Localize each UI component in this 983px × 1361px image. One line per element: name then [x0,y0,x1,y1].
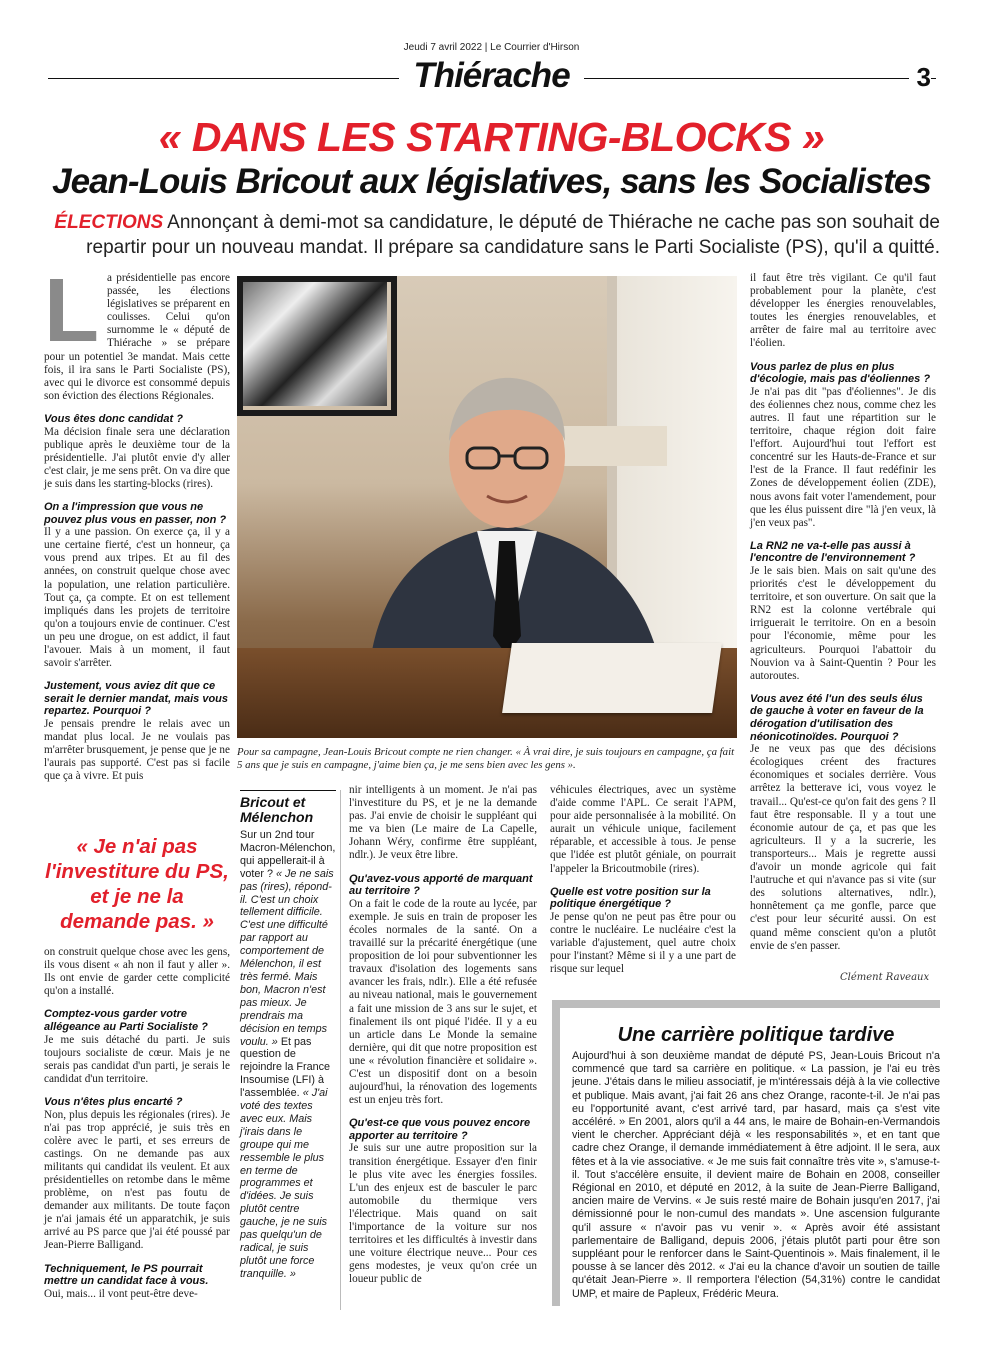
section-title [0,56,983,96]
question: Comptez-vous garder votre allégeance au Parti Socialiste ? [44,1008,208,1033]
column-1-continued [44,946,230,1301]
column-1 [44,261,230,783]
chapo-text: Annonçant à demi-mot sa candidature, le député de Thiérache ne cache pas son souhait de repartir pour un nouveau mandat. Il prépare sa candidature sans le Parti Socialiste (PS), qu'il a quitté. [86,212,940,258]
kicker-title: « DANS LES STARTING-BLOCKS » [158,114,825,160]
answer: Je suis sur une autre proposition sur la transition énergétique. Essayer d'en finir le plus vite avec les énergies fossiles. L'un des enjeux est de basculer le parc automobile du thermique vers l'électrique. Mais quand on sait l'importance de la voiture sur nos territoires et les difficultés à investir dans une voiture électrique neuve... Pour ces gens modestes, je veux qu'on crée un loueur public de [349,1142,537,1286]
section-title-text: Thiérache [399,56,583,95]
answer: Je me suis détaché du parti. Je suis toujours socialiste de cœur. Mais je ne serais pas candidat d'un parti, je serais le candidat d'un territoire. [44,1033,230,1085]
answer: Ma décision finale sera une déclaration publique après le deuxième tour de la présidentielle. J'ai plutôt envie d'y aller c'est clair, je me sens prêt. On va dire que je suis dans les starting-blocks (rires). [44,425,230,490]
box-left-bar [552,1000,560,1306]
question: Vous êtes donc candidat ? [44,412,183,425]
column-5 [750,272,936,953]
portrait-photo [237,276,737,738]
sidebar-text-2: Et pas question de rejoindre la France Insoumise (LFI) à l'assemblée. [240,1035,331,1100]
answer: on construit quelque chose avec les gens, ils vous disent « ah non il faut y aller ». Ils ont envie de garder cette complicité qu'on a installé. [44,946,230,998]
answer: il faut être très vigilant. Ce qu'il faut probablement pour la planète, c'est développer les énergies renouvelables, toutes les énergies renouvelables, et arrêter de faire mal au territoire avec l'éolien. [750,272,936,350]
question: Techniquement, le PS pourrait mettre un candidat face à vous. [44,1262,209,1288]
chapo-tag: ÉLECTIONS [54,212,164,233]
box-text: Aujourd'hui à son deuxième mandat de député PS, Jean-Louis Bricout n'a commencé que tard sa carrière en politique. « La passion, je l'ai eu très jeune. J'étais dans le milieu associatif, je m'intéressais déjà à la vie collective et publique. Mais avant, j'ai fait 26 ans chez Orange, raconte-t-il. Je n'ai pas eu l'opportunité avant, c'est arrivé tard, par hasard, mais ça s'est vite accéléré. » En 2001, alors qu'il a 44 ans, le maire de Bohain-en-Vermandois vient le chercher. Appréciant déjà « les responsabilités », et en tant que cadre chez Orange, il demande immédiatement à être adjoint. Il le sera, aux fêtes et à la vie associative. « Je me suis fait connaître très vite », s'amuse-t-il. Tout s'accélère ensuite, il devient maire de Bohain en 2008, conseiller Régional en 2010, et député en 2012, à la suite de Jean-Pierre Balligand, ancien maire de Vervins. « Je suis resté maire de Bohain jusqu'en 2017, j'ai démissionné pour le non-cumul des mandats ». Une ascension fulgurante qu'il assure « n'avoir pas vu venir ». « Après avoir été assistant parlementaire de Balligand, depuis 2006, j'étais plutôt parti pour être son suppléant pour le renforcer dans le Saint-Quentinois ». Mais finalement, il le pousse à se lancer dès 2012. « J'ai eu la chance d'avoir un soutien de taille qu'était Jean-Pierre ». Il remportera l'élection (54,31%) contre le candidat UMP, et maire de Papleux, Frédéric Meura. [572,1050,940,1300]
answer: Je pensais prendre le relais avec un mandat plus local. Je ne voulais pas m'arrêter brusquement, je pense que je ne l'aurais pas supporté. C'est pas si facile que ça à vivre. Et puis [44,718,230,783]
author-signature: Clément Raveaux [840,972,930,983]
sidebar-title: Bricout et Mélenchon [240,794,314,825]
sidebar-text [240,829,336,1281]
column-4 [550,784,736,976]
sidebar-text-1: Sur un 2nd tour Macron-Mélenchon, qui appellerait-il à voter ? [240,829,336,880]
column-3 [349,784,537,1286]
sidebar-divider [340,790,341,1310]
answer: Non, plus depuis les régionales (rires). Je n'ai pas trop apprécié, je suis très en colère avec le parti, et ses erreurs de castings. On ne demande pas aux militants qui candidat ils veulent. Et aux présidentielles on retombe dans le même problème, on n'est pas foutu de demander aux militants. De toute façon je n'ai jamais été un apparatchik, je suis arrivé au PS parce que j'ai été poussé par Jean-Pierre Balligand. [44,1108,230,1252]
question: Qu'avez-vous apporté de marquant au territoire ? [349,872,533,898]
sidebar-rule [240,790,336,791]
question: Vous n'êtes plus encarté ? [44,1095,183,1108]
question: Quelle est votre position sur la politique énergétique ? [550,885,711,911]
intro-paragraph: a présidentielle pas encore passée, les élections législatives se préparent en coulisses. Celui qu'on surnomme le « député de Thiérache » se prépare pour un potentiel 3e mandat. Mais cette fois, il ira sans le Parti Socialiste (PS), avec qui le divorce est consommé depuis son éviction des élections Régionales. [44,272,230,402]
answer: On a fait le code de la route au lycée, par exemple. Je suis en train de proposer les écoles normales de la santé. On a travaillé sur la précarité énergétique (une proposition de loi pour subventionner les travaux d'isolation des logements sans avancer les frais, ndlr.). Elle a été refusée au niveau national, mais le gouvernement a fait une mission de 3 ans sur le sujet, et finalement ils ont piqué l'idée. Il y a eu un article dans Le Monde la semaine dernière, qui dit que notre proposition est une « révolution financière et solidaire ». C'est un dispositif dont on a besoin aujourd'hui, la rénovation des logements est un enjeu très fort. [349,897,537,1107]
sidebar-quote-2: « J'ai voté des textes avec eux. Mais j'irais dans le groupe qui me ressemble le plus en terme de programmes et d'idées. Je suis plutôt centre gauche, je ne suis pas quelqu'un de radical, je suis plutôt une force tranquille. » [240,1087,328,1280]
dropcap: L [44,261,99,361]
answer: Oui, mais... il vont peut-être deve- [44,1287,198,1300]
answer: Il y a une passion. On exerce ça, il y a une certaine fierté, c'est un honneur, ça vous prend aux tripes. Et au fil des années, on construit quelque chose avec la population, une relation particulière. Tout ça, ça compte. Et on est tellement impliqués dans les projets de territoire qu'on a toujours envie de continuer. C'est un peu une drogue, on est addict, il faut l'avouer. Mais à un moment, il faut savoir s'arrêter. [44,526,230,670]
answer: Je n'ai pas dit "pas d'éoliennes". Je dis des éoliennes chez nous, comme chez les autres. Il faut une répartition sur le territoire, chaque région doit faire l'effort. Aujourd'hui tout l'effort est concentré sur les Hauts-de-France et sur l'est de la France. Il faut redéfinir les Zones de développement éolien (ZDE), nous avons fait voter l'amendement, pour que les élus puissent dire "là j'en veux, là j'en veux pas". [750,385,936,529]
pull-quote: « Je n'ai pas l'investiture du PS, et je ne la demande pas. » [45,835,229,933]
box-title: Une carrière politique tardive [617,1024,895,1046]
question: La RN2 ne va-t-elle pas aussi à l'encontre de l'environnement ? [750,539,916,565]
question: Justement, vous aviez dit que ce serait le dernier mandat, mais vous repartez. Pourquoi ? [44,680,229,718]
page-number: 3 [909,62,931,93]
answer: véhicules électriques, avec un système d'aide comme l'APL. Ce serait l'APM, pour aide personnalisée à la mobilité. On aurait un véhicule unique, facilement réparable, et accessible à tous. Je pense que l'idée est plutôt géniale, on pourrait l'appeler la Bricoutmobile (rires). [550,784,736,875]
career-box [552,1000,940,1306]
header-meta: Jeudi 7 avril 2022 | Le Courrier d'Hirson [403,42,580,53]
question: Qu'est-ce que vous pouvez encore apporter au territoire ? [349,1117,531,1142]
article-title: Jean-Louis Bricout aux législatives, sans les Socialistes [52,162,931,201]
chapo [44,210,940,260]
answer: Je pense qu'on ne peut pas être pour ou contre le nucléaire. Le nucléaire c'est la variable d'ajustement, quel autre choix pour l'instant? Même si il y a une part de risque sur lequel [550,910,736,976]
question: Vous avez été l'un des seuls élus de gauche à voter en faveur de la dérogation d'utilisation des néonicotinoïdes. Pourquoi ? [750,692,924,743]
photo-caption: Pour sa campagne, Jean-Louis Bricout compte ne rien changer. « À vrai dire, je suis toujours en campagne, ça fait 5 ans que je suis en campagne, j'aime bien ça, je me sens bien avec les gens ». [237,746,735,772]
sidebar-quote-1: « Je ne sais pas (rires), répond-il. C'est un choix tellement difficile. C'est une difficulté par rapport au comportement de Mélenchon, il est très fermé. Mais bon, Macron n'est pas mieux. Je prendrais ma décision en temps voulu. » [240,867,334,1048]
answer: Je ne veux pas que des décisions écologiques créent des fractures économiques et sociales derrière. Vous arrêtez la betterave ici, vous voyez le travail... Qu'est-ce qu'on fait des gens ? Il faut être responsable. Il y a tout une économie autour de ça, et pas que les agriculteurs. Il y a la sucrerie, les transporteurs... Mais je regrette aussi d'avoir un monde agricole qui fait l'autruche et qui n'avance pas si vite (sur des solutions alternatives, ndlr.), honnêtement ça me gonfle, parce que c'est pour leur sécurité aussi. On est quand même conscient qu'on a plutôt envie de s'en passer. [750,743,936,952]
answer: Je le sais bien. Mais on sait qu'une des priorités c'est le développement du territoire, et son ouverture. On sait que la RN2 est la colonne vertébrale qui irriguerait le territoire. On en a besoin pour l'économie, même pour les agriculteurs. Pourquoi l'abattoir du Nouvion va à Saint-Quentin ? Pour les autoroutes. [750,564,936,682]
sidebar-bricout-melenchon [240,790,336,1281]
question: On a l'impression que vous ne pouvez plus vous en passer, non ? [44,501,227,526]
papers [502,643,722,713]
answer: nir intelligents à un moment. Je n'ai pas l'investiture du PS, et je ne la demande pas. J'ai envie de choisir le suppléant qui me va bien (Le maire de La Capelle, Johann Wéry, confirme être suppléant, ndlr.). Je veux être libre. [349,784,537,862]
box-top-bar [552,1000,940,1008]
question: Vous parlez de plus en plus d'écologie, mais pas d'éoliennes ? [750,360,931,386]
